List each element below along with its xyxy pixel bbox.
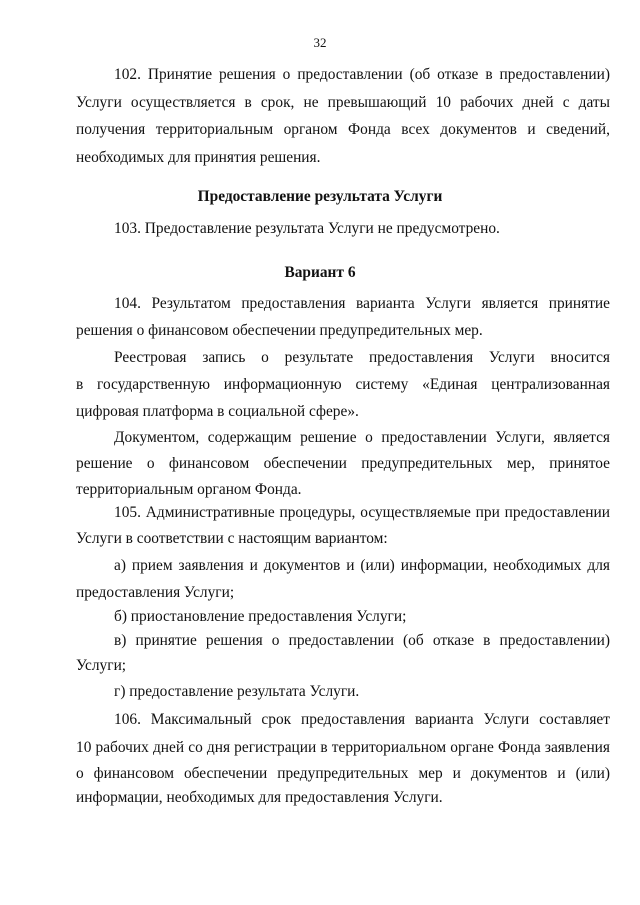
- paragraph-registry-line-2: в государственную информационную систему «Единая централизованная: [76, 376, 610, 393]
- list-item-a-line-1: а) прием заявления и документов и (или) информации, необходимых для: [114, 557, 610, 574]
- paragraph-102-line-4: необходимых для принятия решения.: [76, 149, 321, 166]
- paragraph-104-line-2: решения о финансовом обеспечении предупредительных мер.: [76, 322, 483, 339]
- paragraph-106-line-1: 106. Максимальный срок предоставления варианта Услуги составляет: [114, 711, 610, 728]
- paragraph-registry-line-1: Реестровая запись о результате предоставления Услуги вносится: [114, 349, 610, 366]
- paragraph-document-line-3: территориальным органом Фонда.: [76, 481, 302, 498]
- paragraph-105-line-2: Услуги в соответствии с настоящим вариантом:: [76, 530, 388, 547]
- paragraph-106-line-3: о финансовом обеспечении предупредительных мер и документов и (или): [76, 765, 610, 782]
- paragraph-104-line-1: 104. Результатом предоставления варианта Услуги является принятие: [114, 295, 610, 312]
- paragraph-106-line-4: информации, необходимых для предоставления Услуги.: [76, 789, 443, 806]
- list-item-v-line-1: в) принятие решения о предоставлении (об отказе в предоставлении): [114, 632, 610, 649]
- section-heading-variant-6: Вариант 6: [284, 264, 356, 281]
- paragraph-105-line-1: 105. Административные процедуры, осуществляемые при предоставлении: [114, 504, 610, 521]
- paragraph-102-line-1: 102. Принятие решения о предоставлении (об отказе в предоставлении): [114, 66, 610, 83]
- paragraph-document-line-2: решение о финансовом обеспечении предупредительных мер, принятое: [76, 455, 610, 472]
- page-number: 32: [313, 35, 327, 50]
- list-item-b: б) приостановление предоставления Услуги;: [114, 608, 407, 625]
- list-item-v-line-2: Услуги;: [76, 657, 127, 674]
- paragraph-102-line-3: получения территориальным органом Фонда всех документов и сведений,: [76, 121, 610, 138]
- paragraph-document-line-1: Документом, содержащим решение о предоставлении Услуги, является: [114, 429, 610, 446]
- paragraph-106-line-2: 10 рабочих дней со дня регистрации в территориальном органе Фонда заявления: [76, 739, 610, 756]
- paragraph-103: 103. Предоставление результата Услуги не предусмотрено.: [114, 220, 500, 237]
- list-item-g: г) предоставление результата Услуги.: [114, 683, 360, 700]
- section-heading-result: Предоставление результата Услуги: [197, 188, 443, 205]
- paragraph-registry-line-3: цифровая платформа в социальной сфере».: [76, 403, 359, 420]
- list-item-a-line-2: предоставления Услуги;: [76, 584, 235, 601]
- paragraph-102-line-2: Услуги осуществляется в срок, не превышающий 10 рабочих дней с даты: [76, 94, 610, 111]
